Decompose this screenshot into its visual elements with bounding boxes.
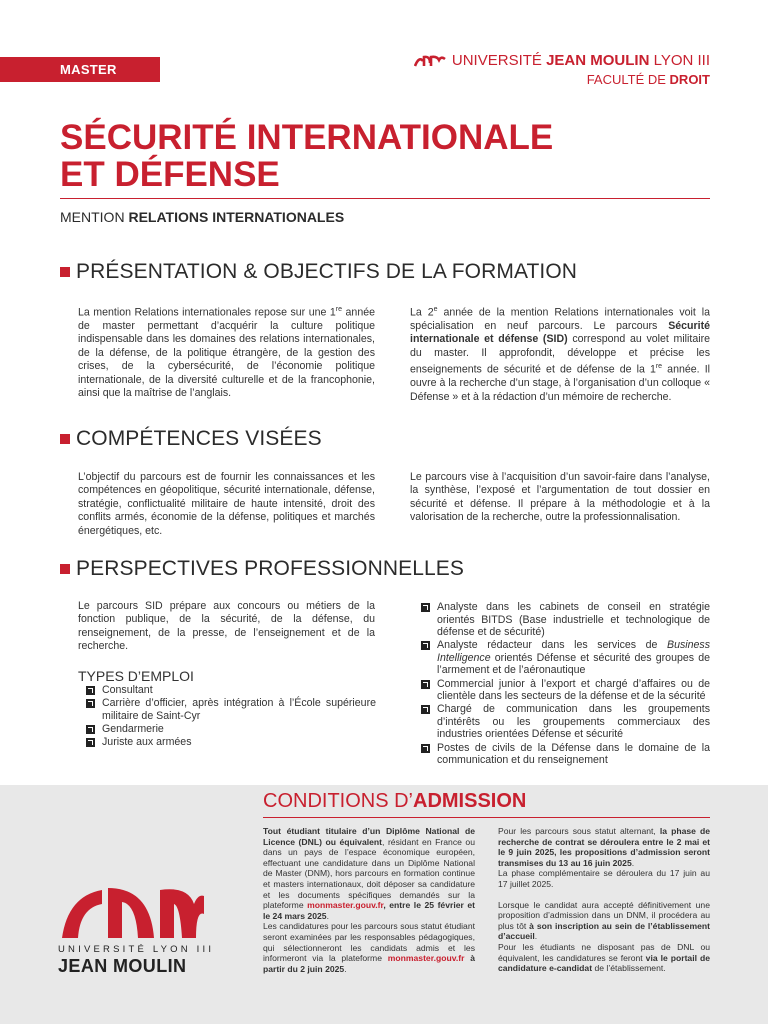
arrow-bullet-icon [86,738,95,747]
faculty-name [414,72,710,87]
university-name [414,52,710,69]
monmaster-link[interactable]: monmaster.gouv.fr [387,953,465,964]
arrow-bullet-icon [421,744,430,753]
square-bullet-icon [60,434,70,444]
arrow-bullet-icon [421,641,430,650]
mention-name: RELATIONS INTERNATIONALES [128,209,345,225]
master-label: MASTER [60,62,117,77]
competences-right-paragraph: Le parcours vise à l’acquisition d’un savoir-faire dans l’analyse, la synthèse, l’exposé et l’argumentation de tout dossier en sécurité et défense. Il prépare à la méthodologie et à la valorisation de la recherche, outre la professionnalisation. [410,471,710,524]
list-item: Analyste rédacteur dans les services de Business Intelligence orientés Défense et sécurité des groupes de l’armement et de l’aéronautique [421,639,710,677]
section-heading-perspectives [60,557,464,581]
metiers-list [421,601,710,767]
list-item: Analyste dans les cabinets de conseil en stratégie orientés BITDS (Base industrielle et technologique de défense et de sécurité) [421,601,710,639]
presentation-left-paragraph: La mention Relations internationales repose sur une 1re année de master permettant d’acquérir la culture politique indispensable dans les domaines des relations internationales, de la défense, de la politique étrangère, de la gestion des crises, de la cybersécurité, de l’économie politique internationale, de la diversité culturelle et de la francophonie, ainsi que la maîtrise de l’anglais. [78,306,375,399]
perspectives-intro-paragraph: Le parcours SID prépare aux concours ou métiers de la fonction publique, de la sécurité, de la défense, du renseignement, de la presse, de l’enseignement et de la recherche. [78,600,375,653]
competences-left-paragraph: L’objectif du parcours est de fournir les connaissances et les compétences en géopolitique, sécurité internationale, défense, stratégie, conflictualité militaire de haute intensité, droit des conflits armés, économie de la défense, politiques et marchés énergétiques, etc. [78,471,375,537]
presentation-right-paragraph: La 2e année de la mention Relations internationales voit la spécialisation en neuf parcours. Le parcours Sécurité internationale et défense (SID) correspond au volet militaire du master. Il approfondit, développe et précise les enseignements de sécurité et de défense de la 1re année. Il ouvre à la recherche d’un stage, à l’organisation d’un colloque « Défense » et à la rédaction d’un mémoire de recherche. [410,306,710,403]
types-emploi-list [86,684,376,749]
list-item: Commercial junior à l’export et chargé d’affaires ou de clientèle dans les secteurs de la défense et de la sécurité [421,678,710,703]
list-item: Consultant [86,684,376,697]
admission-divider [263,817,710,818]
faculty-prefix: FACULTÉ DE [586,72,666,87]
list-item: Postes de civils de la Défense dans le domaine de la communication et du renseignement [421,742,710,767]
univ-prefix: UNIVERSITÉ [451,52,542,69]
arrow-bullet-icon [421,705,430,714]
square-bullet-icon [60,564,70,574]
logo-text-line-1: UNIVERSITÉ LYON III [58,944,215,955]
section-heading-presentation [60,260,577,284]
logo-text-line-2: JEAN MOULIN [58,956,187,976]
mention-line [60,209,344,225]
univ-name: JEAN MOULIN [546,52,650,69]
univ-suffix: LYON III [653,52,710,69]
arrow-bullet-icon [86,699,95,708]
title-divider [60,198,710,199]
list-item: Gendarmerie [86,723,376,736]
list-item: Carrière d’officier, après intégration à l’École supérieure militaire de Saint-Cyr [86,697,376,722]
university-header [414,52,710,87]
types-emploi-title: TYPES D’EMPLOI [78,668,194,684]
section-title: COMPÉTENCES VISÉES [76,427,322,450]
master-badge [0,57,160,82]
admission-col-1: Tout étudiant titulaire d’un Diplôme National de Licence (DNL) ou équivalent, résidant en France ou dans un pays de l’espace économique européen, effectuant une candidature dans un Diplôme National de Master (DNM), hors parcours en formation continue et masters internationaux, doit déposer sa candidature et les documents spécifiques demandés sur la plateforme monmaster.gouv.fr, entre le 25 février et le 24 mars 2025. Les candidatures pour les parcours sous statut étudiant seront examinées par les responsables pédagogiques, qui sélectionneront les candidats admis et les informeront via la plateforme monmaster.gouv.fr à partir du 2 juin 2025. [263,826,475,974]
square-bullet-icon [60,267,70,277]
university-arches-icon [58,884,206,940]
section-heading-competences [60,427,322,451]
page-title [60,119,700,193]
section-title: PRÉSENTATION & OBJECTIFS DE LA FORMATION [76,260,578,283]
title-line-1: SÉCURITÉ INTERNATIONALE [60,118,554,157]
list-item: Chargé de communication dans les groupements d’intérêts ou les groupements commerciaux des industries orientées Défense et sécurité [421,703,710,741]
section-title: PERSPECTIVES PROFESSIONNELLES [76,557,465,580]
list-item: Juriste aux armées [86,736,376,749]
arrow-bullet-icon [86,686,95,695]
title-line-2: ET DÉFENSE [60,155,280,194]
faculty-bold: DROIT [669,72,710,87]
arrow-bullet-icon [421,603,430,612]
monmaster-link[interactable]: monmaster.gouv.fr [307,900,384,911]
admission-col-2: Pour les parcours sous statut alternant, la phase de recherche de contrat se déroulera entre le 2 mai et le 9 juin 2025, les propositions d’admission seront transmises du 13 au 16 juin 2025. La phase complémentaire se déroulera du 17 juin au 17 juillet 2025. Lorsque le candidat aura accepté définitivement une proposition d’admission dans un DNM, il procédera au plus tôt à son inscription au sein de l’établissement d’accueil. Pour les étudiants ne disposant pas de DNL ou équivalent, les candidatures se feront via le portail de candidature e-candidat de l’établissement. [498,826,711,974]
university-logo [58,884,215,977]
arrow-bullet-icon [86,725,95,734]
university-logo-icon [414,55,446,67]
mention-prefix: MENTION [60,209,125,225]
arrow-bullet-icon [421,680,430,689]
admission-title: CONDITIONS D’ADMISSION [263,790,527,812]
